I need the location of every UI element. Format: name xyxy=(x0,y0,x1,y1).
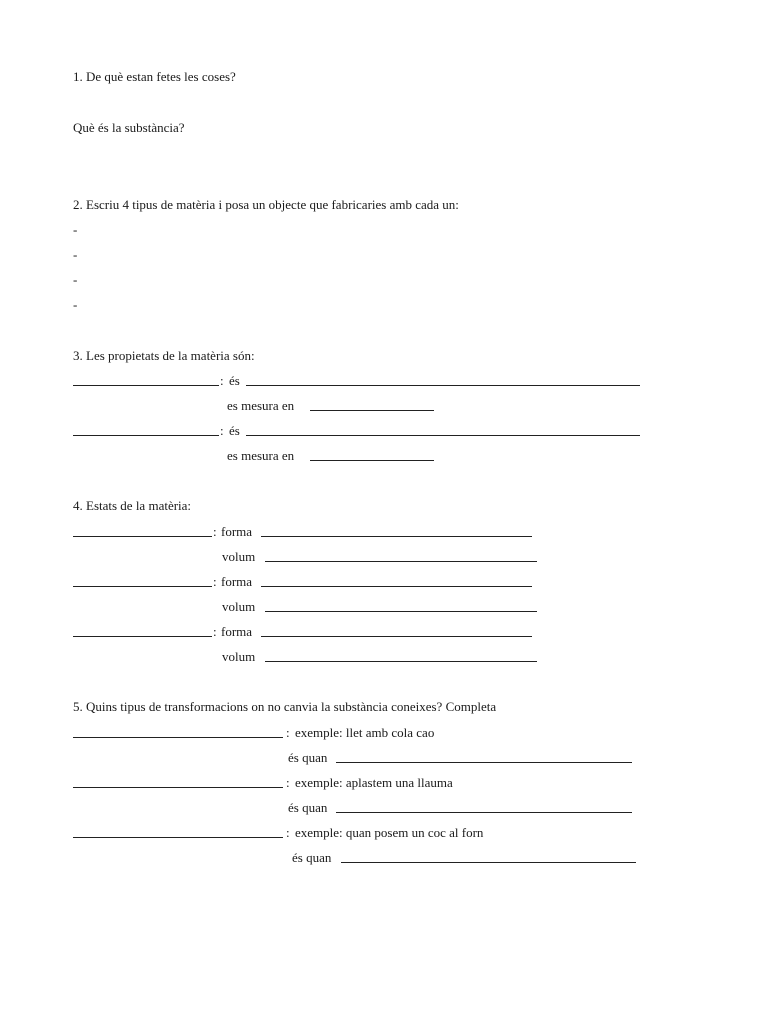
q3-question: 3. Les propietats de la matèria són: xyxy=(73,348,255,363)
q4-forma-blank-1[interactable] xyxy=(261,536,532,537)
q3-mesura-blank-1[interactable] xyxy=(310,410,434,411)
q5-example-1: exemple: llet amb cola cao xyxy=(295,725,435,740)
q4-colon-1: : xyxy=(213,524,217,539)
q3-es-blank-1[interactable] xyxy=(246,385,640,386)
q4-forma-label-3: forma xyxy=(221,624,253,639)
q5-es-quan-label-1: és quan xyxy=(288,750,328,765)
q2-bullet-1: - xyxy=(73,222,78,237)
q4-state-blank-3[interactable] xyxy=(73,636,212,637)
q4-forma-blank-2[interactable] xyxy=(261,586,532,587)
q3-colon-2: : xyxy=(220,423,224,438)
q5-transform-blank-3[interactable] xyxy=(73,837,283,838)
q1-substance-question: Què és la substància? xyxy=(73,120,185,135)
q4-colon-2: : xyxy=(213,574,217,589)
q3-property-blank-1[interactable] xyxy=(73,385,219,386)
q5-colon-2: : xyxy=(286,775,290,790)
q5-transform-blank-2[interactable] xyxy=(73,787,283,788)
q3-es-label-1: és xyxy=(229,373,240,388)
q4-forma-label-1: forma xyxy=(221,524,253,539)
q5-example-3: exemple: quan posem un coc al forn xyxy=(295,825,484,840)
q5-es-quan-blank-2[interactable] xyxy=(336,812,632,813)
q4-colon-3: : xyxy=(213,624,217,639)
q4-state-blank-1[interactable] xyxy=(73,536,212,537)
q4-forma-blank-3[interactable] xyxy=(261,636,532,637)
q4-volum-label-3: volum xyxy=(222,649,256,664)
q4-volum-blank-2[interactable] xyxy=(265,611,537,612)
q1-question: 1. De què estan fetes les coses? xyxy=(73,69,236,84)
q5-question: 5. Quins tipus de transformacions on no canvia la substància coneixes? Completa xyxy=(73,699,497,714)
q3-es-blank-2[interactable] xyxy=(246,435,640,436)
q5-es-quan-label-2: és quan xyxy=(288,800,328,815)
q5-es-quan-blank-1[interactable] xyxy=(336,762,632,763)
q4-forma-label-2: forma xyxy=(221,574,253,589)
q5-colon-1: : xyxy=(286,725,290,740)
q5-example-2: exemple: aplastem una llauma xyxy=(295,775,453,790)
q4-volum-blank-3[interactable] xyxy=(265,661,537,662)
q5-es-quan-label-3: és quan xyxy=(292,850,332,865)
q5-transform-blank-1[interactable] xyxy=(73,737,283,738)
q3-mesura-label-1: es mesura en xyxy=(227,398,295,413)
q2-bullet-2: - xyxy=(73,247,78,262)
q3-mesura-label-2: es mesura en xyxy=(227,448,295,463)
q3-property-blank-2[interactable] xyxy=(73,435,219,436)
q5-es-quan-blank-3[interactable] xyxy=(341,862,636,863)
q4-volum-blank-1[interactable] xyxy=(265,561,537,562)
q4-volum-label-2: volum xyxy=(222,599,256,614)
q4-volum-label-1: volum xyxy=(222,549,256,564)
q5-colon-3: : xyxy=(286,825,290,840)
q3-mesura-blank-2[interactable] xyxy=(310,460,434,461)
q4-question: 4. Estats de la matèria: xyxy=(73,498,192,513)
q4-state-blank-2[interactable] xyxy=(73,586,212,587)
q2-bullet-3: - xyxy=(73,272,78,287)
q2-bullet-4: - xyxy=(73,297,78,312)
q3-colon-1: : xyxy=(220,373,224,388)
q3-es-label-2: és xyxy=(229,423,240,438)
q2-question: 2. Escriu 4 tipus de matèria i posa un objecte que fabricaries amb cada un: xyxy=(73,197,459,212)
